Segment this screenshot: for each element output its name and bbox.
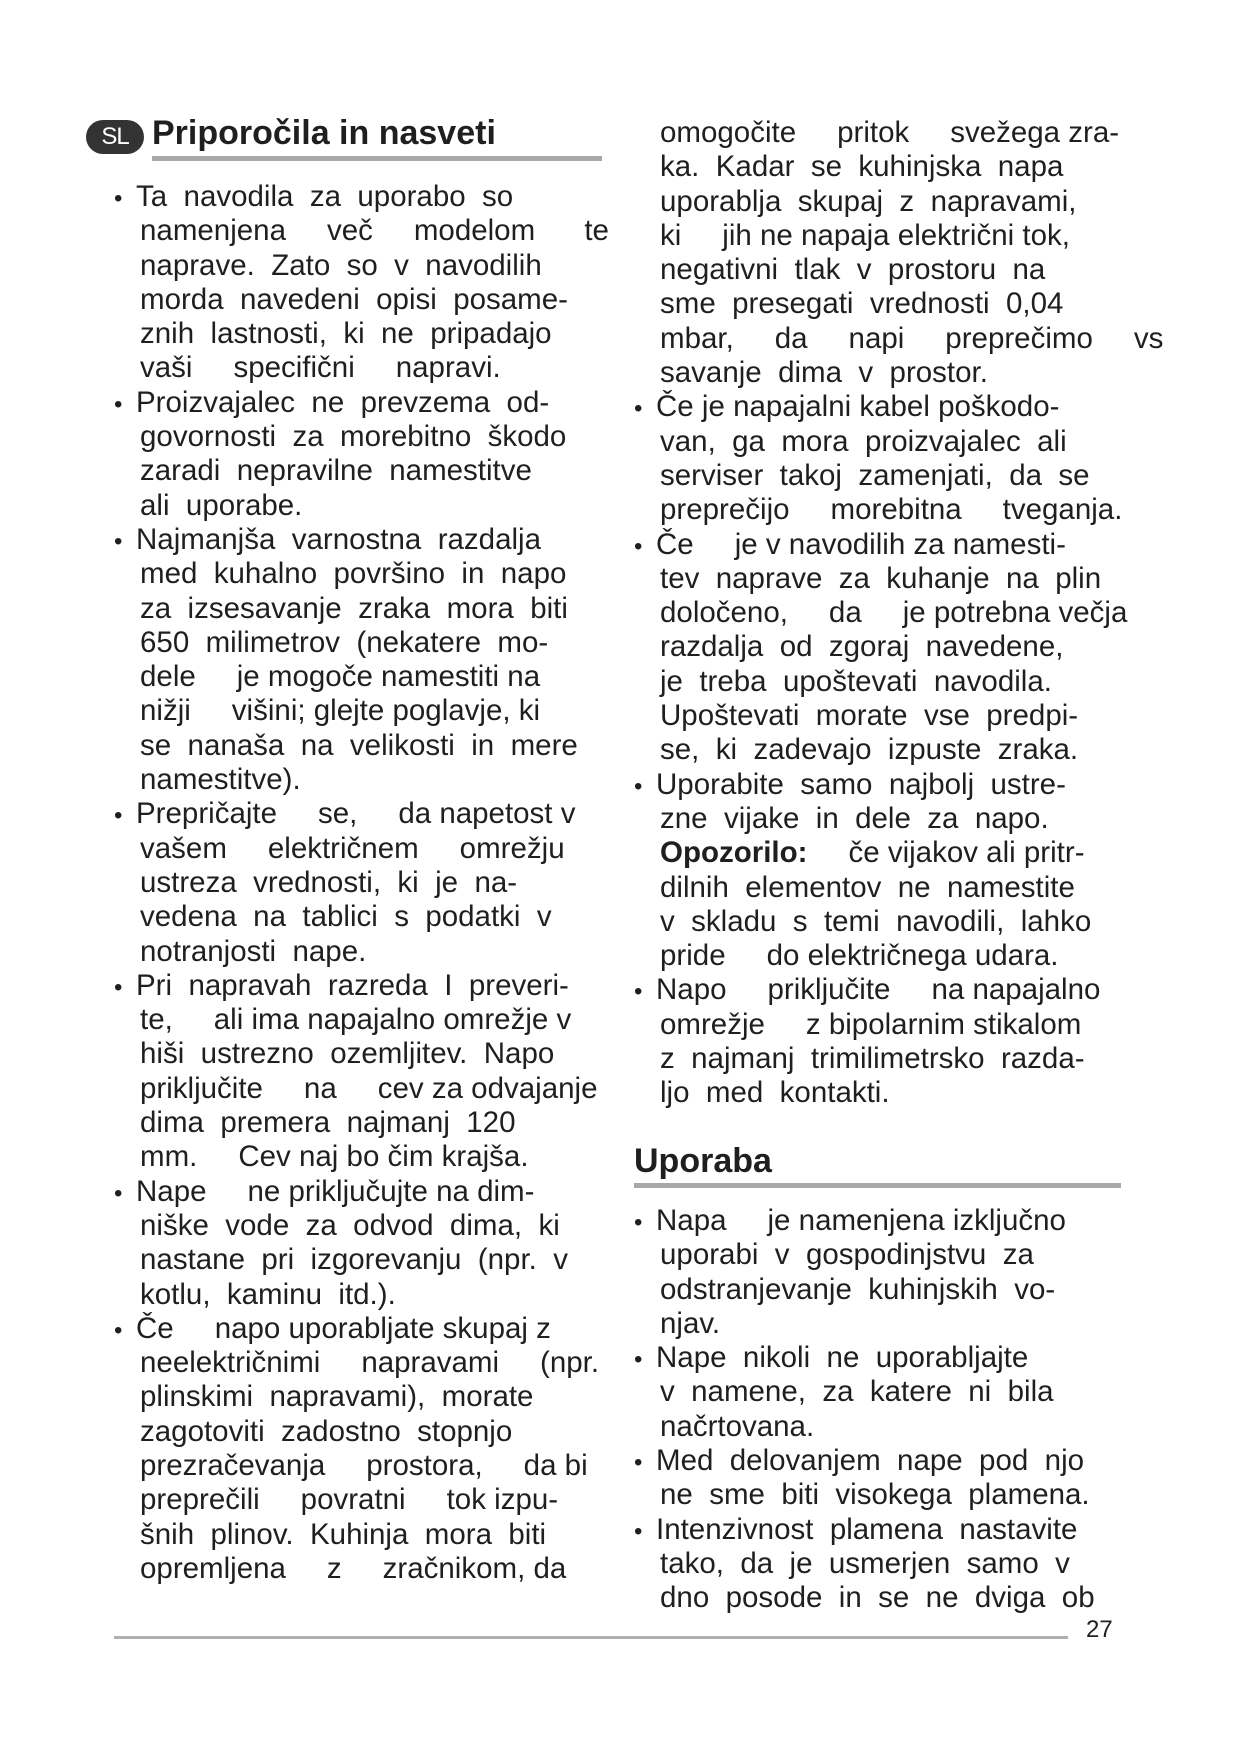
text-line: [634, 116, 1204, 150]
bullet-icon: •: [114, 185, 123, 212]
warning-label: Opozorilo:: [660, 836, 808, 870]
line-text: dilnih elementov ne namestite: [660, 870, 1075, 904]
bullet-line: [634, 528, 1204, 562]
section-title: Priporočila in nasveti: [152, 114, 496, 152]
line-text: uporablja skupaj z napravami,: [660, 184, 1077, 218]
line-text: ali uporabe.: [140, 488, 303, 522]
text-line: [114, 454, 644, 488]
text-line: [634, 871, 1204, 905]
line-text: je treba upoštevati navodila.: [660, 664, 1052, 698]
line-text: omrežje z bipolarnim stikalom: [660, 1007, 1082, 1041]
usage-underline: [634, 1183, 1121, 1188]
line-text: Napo priključite na napajalno: [656, 973, 1101, 1007]
text-line: [634, 185, 1204, 219]
line-text: Najmanjša varnostna razdalja: [136, 522, 542, 556]
title-underline: [152, 156, 602, 161]
line-text: ka. Kadar se kuhinjska napa: [660, 150, 1064, 184]
text-line: [634, 836, 1204, 870]
bullet-icon: •: [114, 390, 123, 418]
line-text: omogočite pritok svežega zra-: [660, 116, 1120, 149]
text-line: [114, 729, 644, 763]
line-text: mbar, da napi preprečimo vs: [660, 321, 1164, 355]
line-text: se nanaša na velikosti in mere: [140, 728, 578, 762]
bullet-line: [634, 390, 1204, 424]
text-line: [634, 905, 1204, 939]
bullet-line: [114, 797, 644, 831]
text-line: [634, 1307, 1204, 1341]
text-line: [634, 1581, 1204, 1615]
text-line: [634, 150, 1204, 184]
line-text: plinskimi napravami), morate: [140, 1380, 534, 1414]
line-text: niške vode za odvod dima, ki: [140, 1208, 560, 1242]
line-text: negativni tlak v prostoru na: [660, 253, 1046, 287]
text-line: [114, 694, 644, 728]
bullet-line: [114, 386, 644, 420]
language-badge: SL: [86, 120, 144, 154]
line-text: priključite na cev za odvajanje: [140, 1071, 598, 1105]
line-text: določeno, da je potrebna večja: [660, 596, 1128, 630]
line-text: če vijakov ali pritr-: [807, 836, 1085, 870]
bullet-icon: •: [634, 772, 643, 800]
bullet-line: [634, 1513, 1204, 1547]
text-line: [114, 1037, 644, 1071]
line-text: znih lastnosti, ki ne pripadajo: [140, 317, 552, 351]
text-line: [114, 1346, 644, 1380]
bullet-line: [114, 523, 644, 557]
bullet-line: [114, 180, 644, 214]
line-text: govornosti za morebitno škodo: [140, 420, 567, 454]
line-text: hiši ustrezno ozemljitev. Napo: [140, 1037, 555, 1071]
page-number: 27: [1086, 1616, 1113, 1643]
text-line: [114, 489, 644, 523]
line-text: Če je napajalni kabel poškodo-: [656, 390, 1060, 424]
line-text: Uporabite samo najbolj ustre-: [656, 767, 1066, 801]
left-column: [114, 180, 644, 1586]
text-line: [634, 253, 1204, 287]
text-line: [634, 1076, 1204, 1110]
text-line: [114, 1518, 644, 1552]
line-text: v skladu s temi navodili, lahko: [660, 904, 1092, 938]
text-line: [114, 1449, 644, 1483]
line-text: vašem električnem omrežju: [140, 831, 565, 865]
line-text: ne sme biti visokega plamena.: [660, 1478, 1090, 1512]
text-line: [634, 939, 1204, 973]
text-line: [114, 660, 644, 694]
bullet-line: [634, 1444, 1204, 1478]
text-line: [634, 322, 1204, 356]
bullet-icon: •: [634, 1209, 643, 1236]
bullet-icon: •: [634, 395, 643, 423]
line-text: te, ali ima napajalno omrežje v: [140, 1003, 572, 1037]
text-line: [114, 283, 644, 317]
text-line: [634, 802, 1204, 836]
line-text: zne vijake in dele za napo.: [660, 801, 1049, 835]
text-line: [634, 287, 1204, 321]
line-text: njav.: [660, 1306, 721, 1340]
line-text: dele je mogoče namestiti na: [140, 660, 541, 694]
text-line: [634, 1008, 1204, 1042]
line-text: nastane pri izgorevanju (npr. v: [140, 1243, 568, 1277]
usage-title: Uporaba: [634, 1142, 772, 1180]
line-text: sme presegati vrednosti 0,04: [660, 287, 1064, 321]
text-line: [634, 630, 1204, 664]
line-text: z najmanj trimilimetrsko razda-: [660, 1042, 1085, 1076]
text-line: [114, 592, 644, 626]
line-text: ljo med kontakti.: [660, 1076, 890, 1110]
line-text: savanje dima v prostor.: [660, 356, 988, 390]
text-line: [634, 733, 1204, 767]
line-text: načrtovana.: [660, 1409, 815, 1443]
bullet-icon: •: [114, 1316, 123, 1344]
line-text: Napa je namenjena izključno: [656, 1204, 1066, 1237]
text-line: [634, 1042, 1204, 1076]
text-line: [114, 249, 644, 283]
bullet-icon: •: [114, 527, 123, 555]
text-line: [634, 665, 1204, 699]
line-text: Če je v navodilih za namesti-: [656, 527, 1066, 561]
line-text: dno posode in se ne dviga ob: [660, 1581, 1095, 1615]
line-text: vedena na tablici s podatki v: [140, 900, 552, 934]
bullet-line: [114, 1175, 644, 1209]
bullet-icon: •: [634, 1449, 643, 1477]
text-line: [114, 832, 644, 866]
text-line: [634, 562, 1204, 596]
bullet-icon: •: [634, 1517, 643, 1545]
bullet-line: [634, 1204, 1204, 1238]
line-text: tako, da je usmerjen samo v: [660, 1546, 1070, 1580]
text-line: [634, 1273, 1204, 1307]
text-line: [114, 1278, 644, 1312]
line-text: namenjena več modelom te: [140, 214, 609, 248]
line-text: Intenzivnost plamena nastavite: [656, 1512, 1078, 1546]
line-text: za izsesavanje zraka mora biti: [140, 591, 568, 625]
line-text: Nape ne priključujte na dim-: [136, 1174, 535, 1208]
line-text: uporabi v gospodinjstvu za: [660, 1238, 1034, 1272]
line-text: v namene, za katere ni bila: [660, 1375, 1054, 1409]
text-line: [634, 1375, 1204, 1409]
text-line: [114, 1003, 644, 1037]
text-line: [634, 596, 1204, 630]
line-text: Ta navodila za uporabo so: [136, 180, 514, 213]
text-line: [634, 699, 1204, 733]
text-line: [114, 317, 644, 351]
line-text: tev naprave za kuhanje na plin: [660, 561, 1102, 595]
text-line: [114, 1552, 644, 1586]
line-text: Če napo uporabljate skupaj z: [136, 1311, 551, 1345]
line-text: Upoštevati morate vse predpi-: [660, 699, 1079, 733]
line-text: ki jih ne napaja električni tok,: [660, 218, 1070, 252]
line-text: preprečijo morebitna tveganja.: [660, 493, 1123, 527]
line-text: 650 milimetrov (nekatere mo-: [140, 625, 549, 659]
line-text: van, ga mora proizvajalec ali: [660, 424, 1067, 458]
line-text: morda navedeni opisi posame-: [140, 282, 568, 316]
usage-heading: [634, 1142, 1124, 1188]
text-line: [634, 1238, 1204, 1272]
line-text: zaradi nepravilne namestitve: [140, 454, 532, 488]
footer-divider: [114, 1636, 1068, 1639]
line-text: naprave. Zato so v navodilih: [140, 248, 542, 282]
line-text: nižji višini; glejte poglavje, ki: [140, 694, 541, 728]
bullet-line: [634, 973, 1204, 1007]
text-line: [634, 1410, 1204, 1444]
text-line: [114, 214, 644, 248]
line-text: neelektričnimi napravami (npr.: [140, 1346, 600, 1380]
text-line: [634, 459, 1204, 493]
text-line: [114, 1072, 644, 1106]
text-line: [634, 219, 1204, 253]
text-line: [114, 866, 644, 900]
line-text: zagotoviti zadostno stopnjo: [140, 1414, 513, 1448]
text-line: [114, 557, 644, 591]
text-line: [634, 1547, 1204, 1581]
bullet-line: [634, 768, 1204, 802]
line-text: notranjosti nape.: [140, 934, 367, 968]
text-line: [114, 1243, 644, 1277]
text-line: [114, 1380, 644, 1414]
line-text: mm. Cev naj bo čim krajša.: [140, 1140, 529, 1174]
line-text: preprečili povratni tok izpu-: [140, 1483, 559, 1517]
bullet-icon: •: [634, 532, 643, 560]
line-text: opremljena z zračnikom, da: [140, 1551, 567, 1585]
text-line: [634, 425, 1204, 459]
bullet-icon: •: [114, 1179, 123, 1207]
line-text: Pri napravah razreda I preveri-: [136, 968, 569, 1002]
line-text: prezračevanja prostora, da bi: [140, 1448, 588, 1482]
bullet-icon: •: [114, 802, 123, 830]
text-line: [114, 1483, 644, 1517]
line-text: Proizvajalec ne prevzema od-: [136, 385, 550, 419]
text-line: [114, 351, 644, 385]
text-line: [634, 356, 1204, 390]
text-line: [114, 1140, 644, 1174]
bullet-icon: •: [634, 1346, 643, 1374]
text-line: [114, 900, 644, 934]
line-text: med kuhalno površino in napo: [140, 557, 567, 591]
usage-column: [634, 1204, 1204, 1616]
bullet-line: [634, 1341, 1204, 1375]
right-column: [634, 116, 1204, 1111]
text-line: [634, 1478, 1204, 1512]
text-line: [114, 935, 644, 969]
line-text: kotlu, kaminu itd.).: [140, 1277, 396, 1311]
line-text: šnih plinov. Kuhinja mora biti: [140, 1517, 547, 1551]
bullet-line: [114, 1312, 644, 1346]
text-line: [114, 420, 644, 454]
bullet-icon: •: [634, 978, 643, 1006]
line-text: dima premera najmanj 120: [140, 1106, 516, 1140]
text-line: [114, 626, 644, 660]
line-text: vaši specifični napravi.: [140, 351, 501, 385]
bullet-icon: •: [114, 973, 123, 1001]
line-text: Med delovanjem nape pod njo: [656, 1444, 1085, 1478]
text-line: [114, 1415, 644, 1449]
text-line: [114, 1106, 644, 1140]
bullet-line: [114, 969, 644, 1003]
text-line: [114, 1209, 644, 1243]
text-line: [634, 493, 1204, 527]
line-text: Prepričajte se, da napetost v: [136, 797, 576, 831]
line-text: serviser takoj zamenjati, da se: [660, 458, 1090, 492]
line-text: razdalja od zgoraj navedene,: [660, 630, 1064, 664]
line-text: odstranjevanje kuhinjskih vo-: [660, 1272, 1056, 1306]
line-text: namestitve).: [140, 763, 301, 797]
line-text: pride do električnega udara.: [660, 939, 1059, 973]
text-line: [114, 763, 644, 797]
line-text: Nape nikoli ne uporabljajte: [656, 1341, 1029, 1375]
line-text: ustreza vrednosti, ki je na-: [140, 865, 518, 899]
line-text: se, ki zadevajo izpuste zraka.: [660, 733, 1079, 767]
